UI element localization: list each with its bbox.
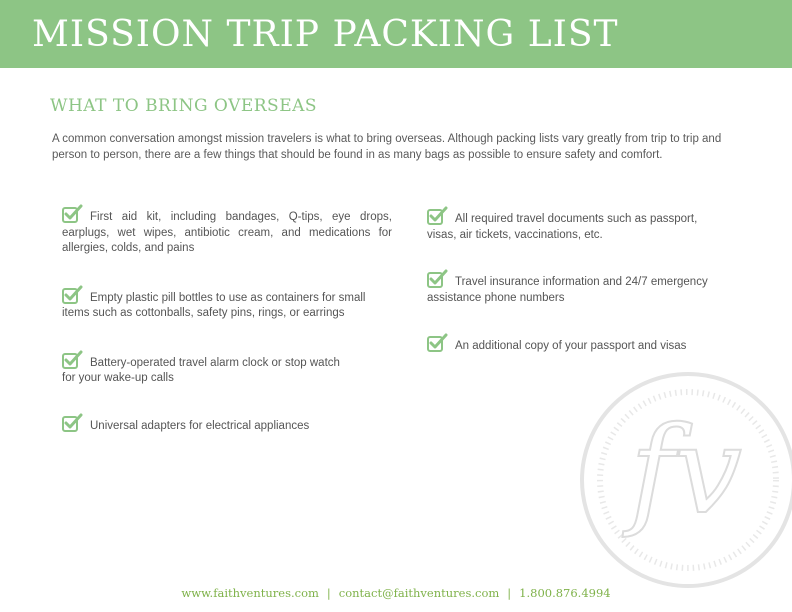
page-title: MISSION TRIP PACKING LIST [32,14,619,55]
list-item-text: Empty plastic pill bottles to use as containers for small items such as cottonballs, safety pins, rings, or earrings [62,291,366,319]
intro-paragraph: A common conversation amongst mission travelers is what to bring overseas. Although packing lists vary greatly from trip to trip and person to person, there are a few things that should be found in as many bags as possible to ensure safety and comfort. [52,133,722,161]
footer-website-link[interactable]: www.faithventures.com [181,586,319,600]
checkbox-checked-icon [62,204,83,223]
packing-list-right [427,208,757,355]
footer-contact [0,586,792,600]
list-item-text: Travel insurance information and 24/7 emergency assistance phone numbers [427,276,708,304]
checkbox-checked-icon [427,333,448,352]
footer-email-link[interactable]: contact@faithventures.com [338,586,500,600]
logo-monogram: fv [629,402,743,541]
list-item-text: Universal adapters for electrical appliances [90,419,310,432]
footer-phone: 1.800.876.4994 [519,586,611,600]
list-item [427,208,757,243]
list-item [62,206,392,257]
list-item-text: All required travel documents such as passport, visas, air tickets, vaccinations, etc. [427,213,698,241]
list-item [62,415,392,435]
list-item [427,335,757,355]
checkbox-checked-icon [427,269,448,288]
list-item [62,287,392,322]
checkbox-checked-icon [62,285,83,304]
footer-separator: | [326,586,331,600]
checkbox-checked-icon [427,206,448,225]
checkbox-checked-icon [62,413,83,432]
list-item-text: Battery-operated travel alarm clock or stop watch for your wake-up calls [62,356,340,384]
checkbox-checked-icon [62,350,83,369]
list-item-text: An additional copy of your passport and visas [455,340,687,352]
packing-list-left [62,206,392,434]
footer-separator: | [507,586,512,600]
list-item-text: First aid kit, including bandages, Q-tips, eye drops, earplugs, wet wipes, antibiotic cream, and medications for allergies, colds, and pains [62,211,392,254]
list-item [427,271,757,306]
list-item [62,352,392,387]
section-title: WHAT TO BRING OVERSEAS [50,96,318,116]
faithventures-logo-watermark [578,370,792,590]
header-banner [0,0,792,68]
